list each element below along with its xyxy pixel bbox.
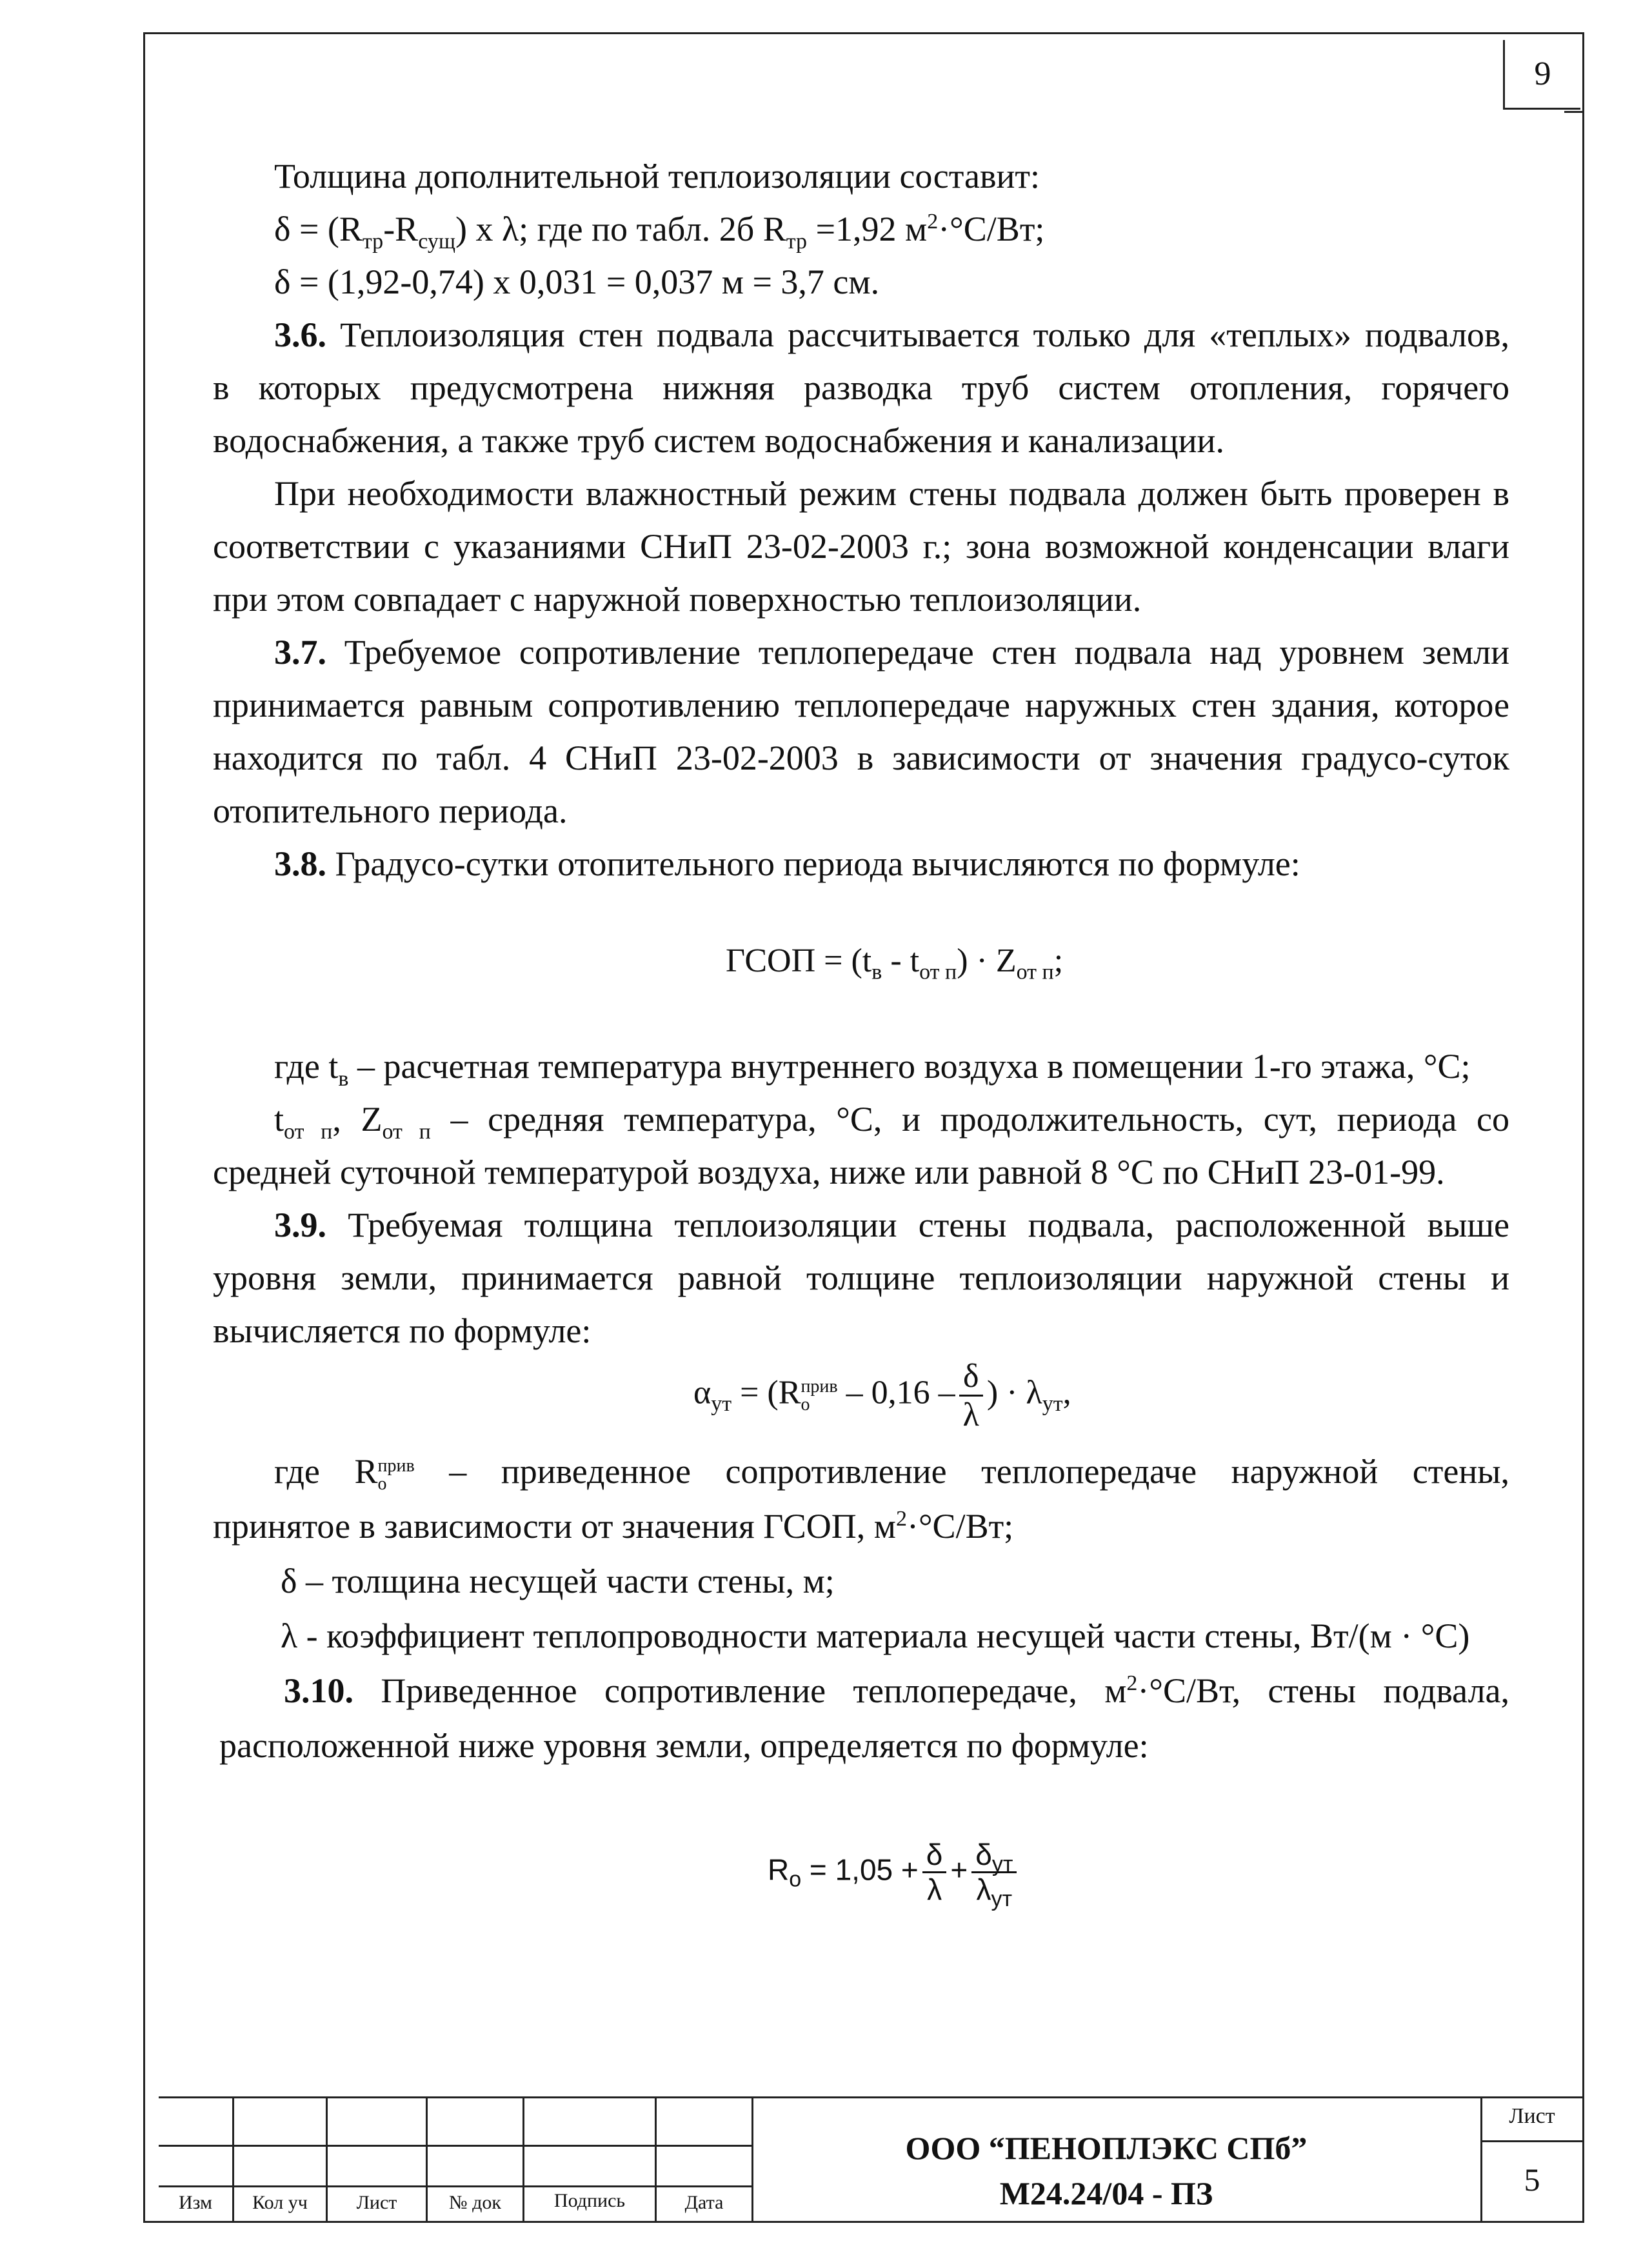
sheet-number: 5	[1524, 2162, 1540, 2198]
text-line: 3.7. Требуемое сопротивление теплопередаче стен подвала над уровнем земли	[274, 633, 1509, 671]
text-line: уровня земли, принимается равной толщине теплоизоляции наружной стены и	[213, 1258, 1509, 1297]
text-line: где $t_в$ – расчетная температура внутреннего воздуха в помещении 1-го этажа, °С;	[274, 1047, 1471, 1091]
text-line: в которых предусмотрена нижняя разводка труб систем отопления, горячего	[213, 368, 1509, 407]
stamp-label: Изм	[178, 2192, 213, 2213]
text-line: 3.8. Градусо-сутки отопительного периода вычисляются по формуле:	[274, 844, 1300, 883]
stamp-label: Дата	[684, 2192, 724, 2213]
alpha-formula: $\alpha_{ут} = (R$ прив о – 0,16 – $\frac{\delta}{\lambda}$ ) · $\lambda_{ут}$,	[693, 1358, 1071, 1434]
stamp-label: № док	[449, 2192, 501, 2213]
stamp-label: Лист	[356, 2192, 397, 2213]
text-line: при этом совпадает с наружной поверхностью теплоизоляции.	[213, 580, 1142, 619]
text-line: соответствии с указаниями СНиП 23-02-2003 г.; зона возможной конденсации влаги	[213, 527, 1509, 566]
text-line: принимается равным сопротивлению теплопередаче наружных стен здания, которое	[213, 686, 1509, 724]
text-line: где R прив о – приведенное сопротивление теплопередаче наружной стены,	[274, 1452, 1509, 1494]
text-line: При необходимости влажностный режим стены подвала должен быть проверен в	[274, 474, 1509, 513]
stamp-label: Подпись	[553, 2190, 626, 2211]
gsop-formula: ГСОП = $(t_в - t_{от п}) \cdot Z_{от п}$;	[726, 942, 1064, 984]
text-line: 3.9. Требуемая толщина теплоизоляции стены подвала, расположенной выше	[274, 1206, 1509, 1244]
text-line: отопительного периода.	[213, 791, 568, 830]
text-line: Толщина дополнительной теплоизоляции составит:	[274, 157, 1040, 195]
text-line: водоснабжения, а также труб систем водоснабжения и канализации.	[213, 421, 1224, 460]
ro-formula: $R_o = 1,05$ + $\frac{\delta}{\lambda}$ + $\frac{\delta_{ут}}{\lambda_{ут}}$	[768, 1838, 1020, 1905]
text-line: 3.10. Приведенное сопротивление теплопередаче, $м^2\cdot^\circ С/Вт$, стены подвала,	[284, 1671, 1509, 1710]
stamp-label: Кол уч	[252, 2192, 308, 2213]
grid-rule	[751, 2096, 753, 2222]
company-name: ООО “ПЕНОПЛЭКС СПб” М24.24/04 - ПЗ	[905, 2130, 1308, 2211]
formula-line: $\delta = (R_{тр}-R_{сущ})$ х λ; где по табл. 2б $R_{тр} =1,92$ $м^2\cdot^\circ С/Вт$;	[274, 210, 1045, 254]
page-number: 9	[1503, 40, 1580, 110]
grid-rule	[159, 2185, 752, 2187]
grid-rule	[159, 2145, 752, 2147]
corner-tick	[1564, 111, 1584, 113]
text-line: принятое в зависимости от значения ГСОП, $м^2\cdot^\circ С/Вт$;	[213, 1507, 1014, 1546]
text-line: вычисляется по формуле:	[213, 1311, 592, 1350]
text-line: находится по табл. 4 СНиП 23-02-2003 в зависимости от значения градусо-суток	[213, 739, 1509, 777]
text-line: δ – толщина несущей части стены, м;	[281, 1562, 835, 1600]
formula-line: δ = (1,92-0,74) х 0,031 = 0,037 м = 3,7 см.	[274, 263, 880, 301]
text-line: 3.6. Теплоизоляция стен подвала рассчитывается только для «теплых» подвалов,	[274, 315, 1509, 354]
text-line: λ - коэффициент теплопроводности материала несущей части стены, Вт/(м · °С)	[281, 1616, 1470, 1655]
text-line: $t_{от п}$, $Z_{от п}$ – средняя температура, °С, и продолжительность, сут, периода со	[274, 1100, 1509, 1144]
text-line: средней суточной температурой воздуха, ниже или равной 8 °С по СНиП 23-01-99.	[213, 1153, 1445, 1191]
sheet-label: Лист	[1509, 2104, 1555, 2128]
grid-rule	[1480, 2140, 1584, 2142]
text-line: расположенной ниже уровня земли, определяется по формуле:	[219, 1726, 1149, 1765]
